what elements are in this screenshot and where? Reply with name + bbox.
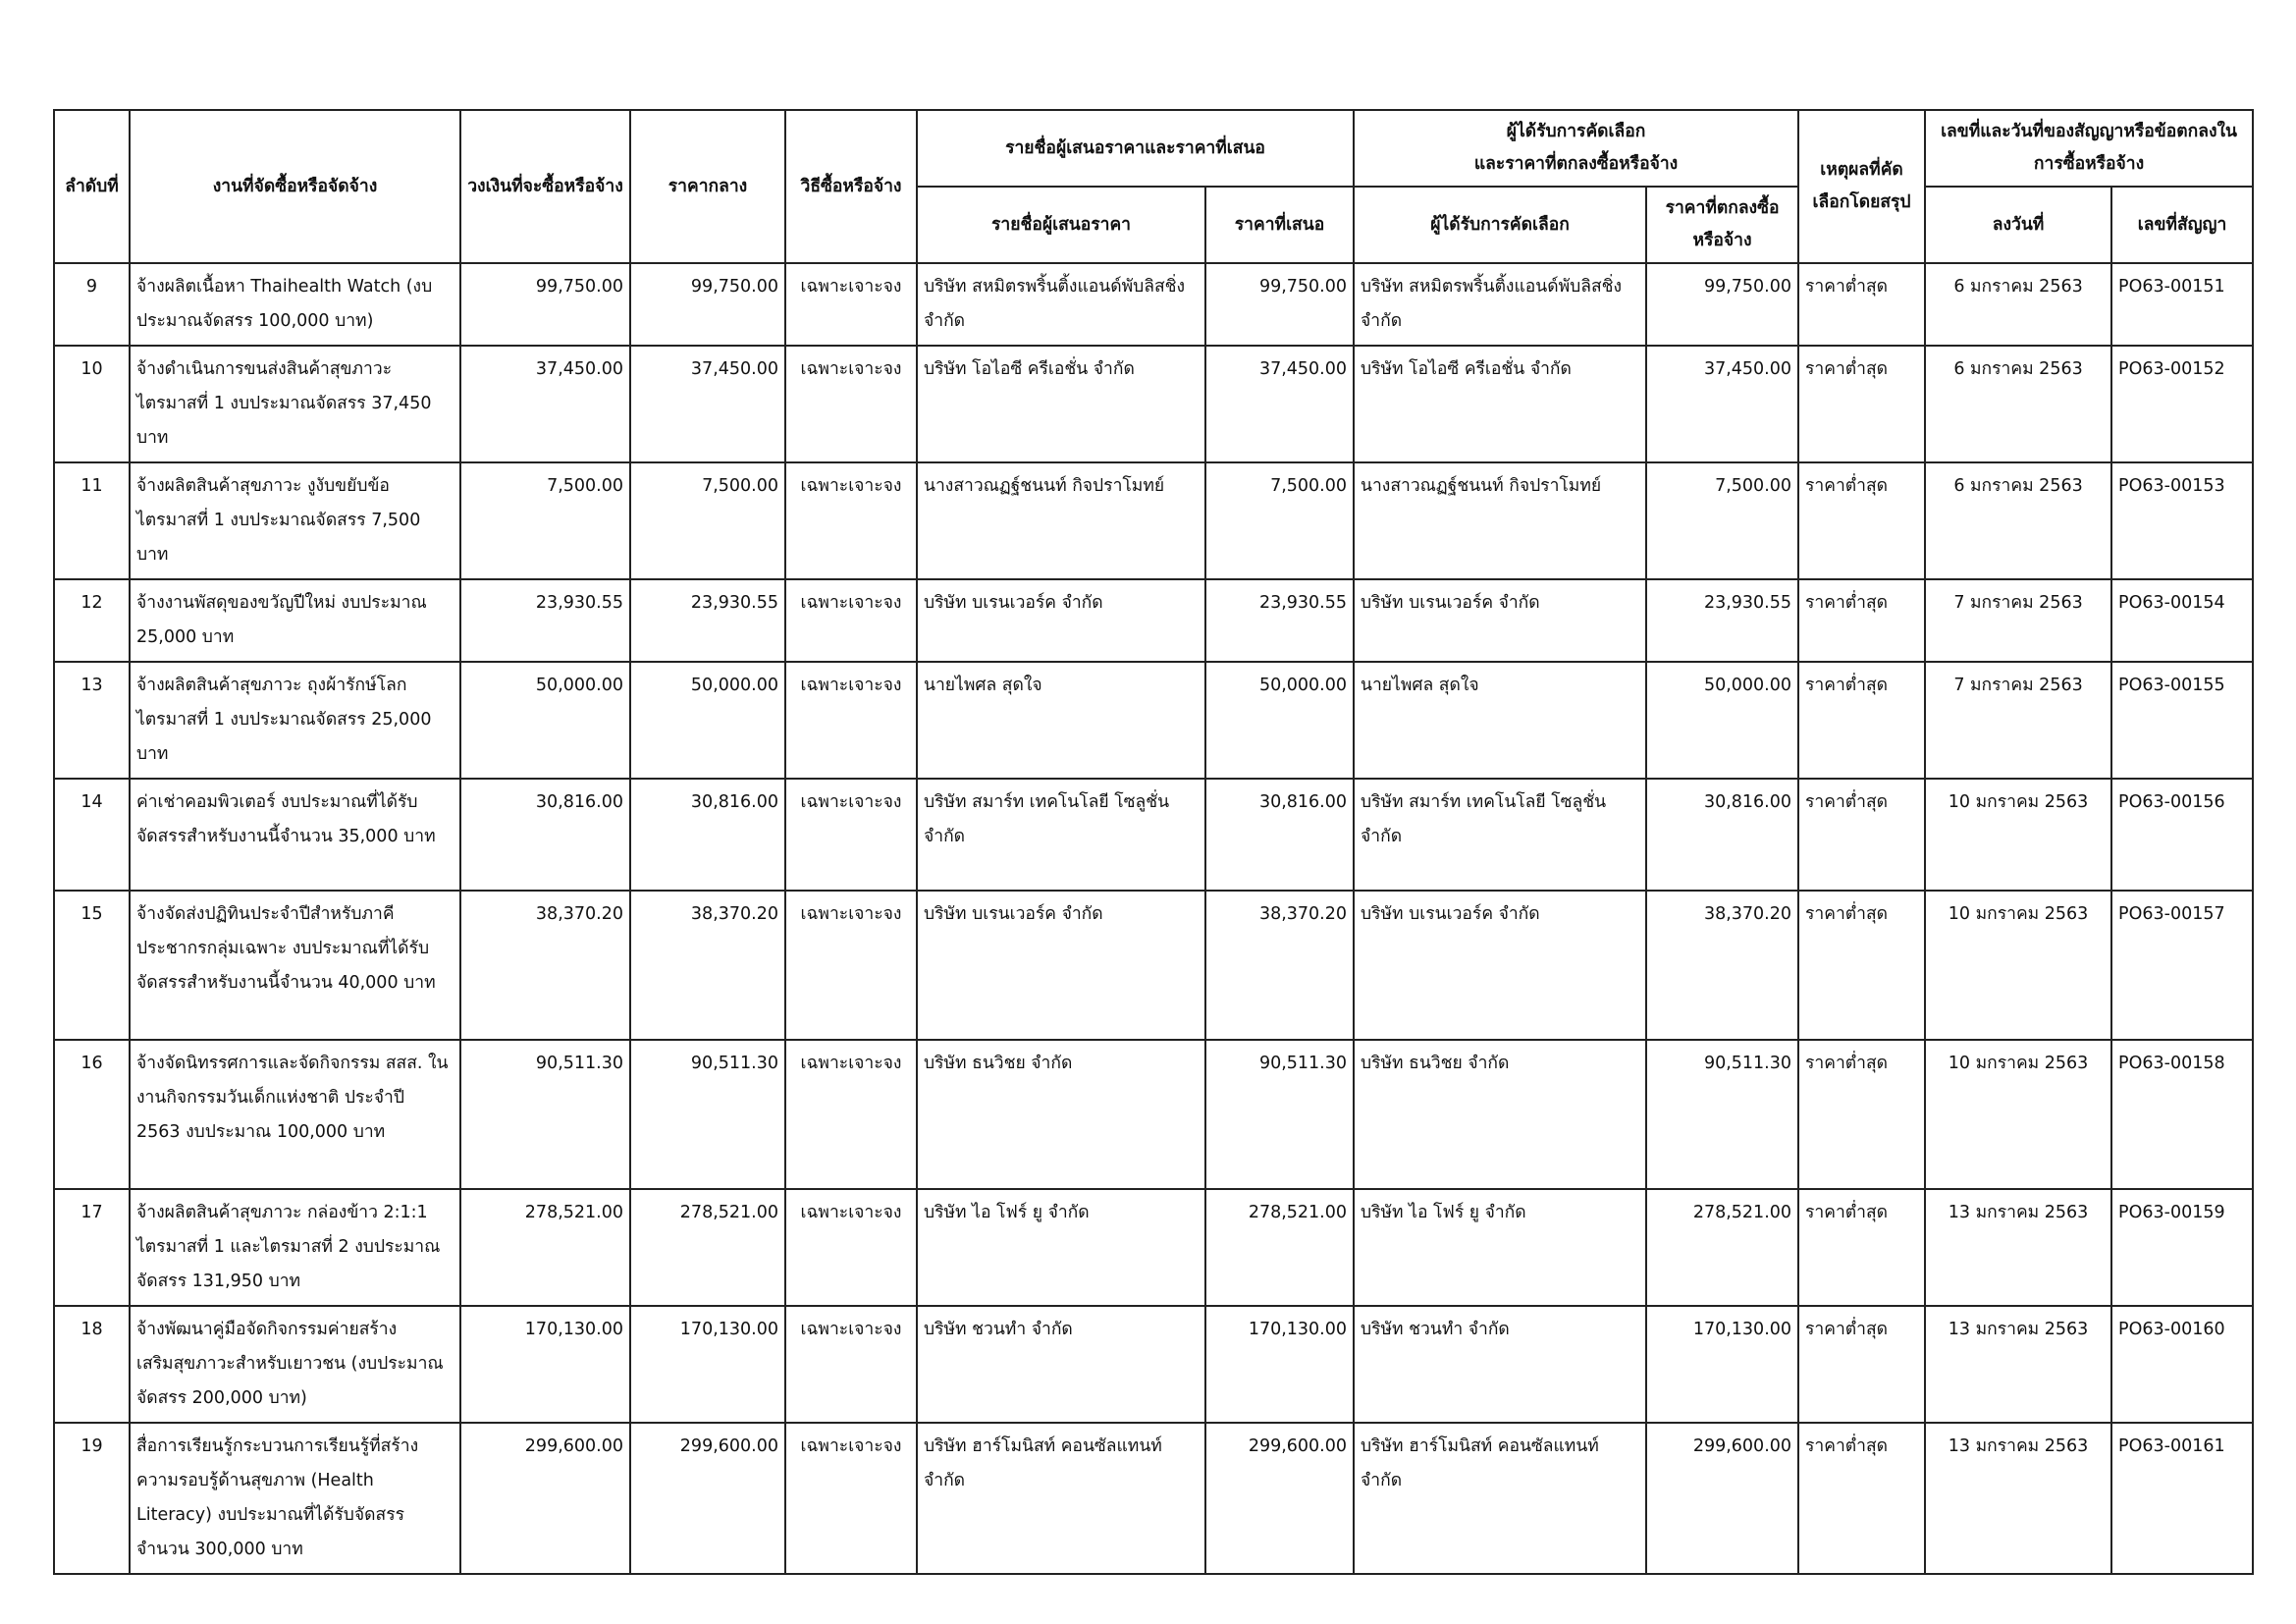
agreed-price: 99,750.00 bbox=[1646, 263, 1798, 346]
contract-number: PO63-00154 bbox=[2111, 579, 2253, 662]
agreed-price: 50,000.00 bbox=[1646, 662, 1798, 779]
table-row bbox=[54, 779, 2253, 891]
bidder-name: นายไพศล สุดใจ bbox=[917, 662, 1205, 779]
agreed-price: 90,511.30 bbox=[1646, 1040, 1798, 1189]
budget-amount: 299,600.00 bbox=[460, 1423, 630, 1574]
budget-amount: 50,000.00 bbox=[460, 662, 630, 779]
procurement-method: เฉพาะเจาะจง bbox=[785, 662, 917, 779]
job-description: จ้างจัดส่งปฏิทินประจำปีสำหรับภาคีประชากรกลุ่มเฉพาะ งบประมาณที่ได้รับจัดสรรสำหรับงานนี้จำนวน 40,000 บาท bbox=[130, 891, 460, 1040]
contract-number: PO63-00159 bbox=[2111, 1189, 2253, 1306]
procurement-method: เฉพาะเจาะจง bbox=[785, 346, 917, 462]
header-winner-name: ผู้ได้รับการคัดเลือก bbox=[1354, 187, 1646, 263]
table-row bbox=[54, 1189, 2253, 1306]
contract-number: PO63-00158 bbox=[2111, 1040, 2253, 1189]
job-description: จ้างจัดนิทรรศการและจัดกิจกรรม สสส. ในงานกิจกรรมวันเด็กแห่งชาติ ประจำปี 2563 งบประมาณ 100,000 บาท bbox=[130, 1040, 460, 1189]
median-price: 23,930.55 bbox=[630, 579, 785, 662]
median-price: 7,500.00 bbox=[630, 462, 785, 579]
row-number: 15 bbox=[54, 891, 130, 1040]
contract-date: 6 มกราคม 2563 bbox=[1925, 462, 2111, 579]
bid-price: 23,930.55 bbox=[1205, 579, 1354, 662]
header-winner-group bbox=[1354, 110, 1798, 187]
median-price: 30,816.00 bbox=[630, 779, 785, 891]
bid-price: 30,816.00 bbox=[1205, 779, 1354, 891]
header-job: งานที่จัดซื้อหรือจัดจ้าง bbox=[130, 110, 460, 263]
job-description: จ้างงานพัสดุของขวัญปีใหม่ งบประมาณ 25,000 บาท bbox=[130, 579, 460, 662]
header-date: ลงวันที่ bbox=[1925, 187, 2111, 263]
contract-number: PO63-00157 bbox=[2111, 891, 2253, 1040]
median-price: 38,370.20 bbox=[630, 891, 785, 1040]
selection-reason: ราคาต่ำสุด bbox=[1798, 462, 1925, 579]
table-row bbox=[54, 579, 2253, 662]
budget-amount: 170,130.00 bbox=[460, 1306, 630, 1423]
winner-name: นางสาวณฏฐ์ชนนท์ กิจปราโมทย์ bbox=[1354, 462, 1646, 579]
selection-reason: ราคาต่ำสุด bbox=[1798, 346, 1925, 462]
row-number: 10 bbox=[54, 346, 130, 462]
bidder-name: บริษัท บเรนเวอร์ค จำกัด bbox=[917, 579, 1205, 662]
header-method: วิธีซื้อหรือจ้าง bbox=[785, 110, 917, 263]
selection-reason: ราคาต่ำสุด bbox=[1798, 662, 1925, 779]
median-price: 299,600.00 bbox=[630, 1423, 785, 1574]
budget-amount: 30,816.00 bbox=[460, 779, 630, 891]
budget-amount: 90,511.30 bbox=[460, 1040, 630, 1189]
median-price: 37,450.00 bbox=[630, 346, 785, 462]
row-number: 11 bbox=[54, 462, 130, 579]
table-row bbox=[54, 1423, 2253, 1574]
median-price: 170,130.00 bbox=[630, 1306, 785, 1423]
header-bidder-name: รายชื่อผู้เสนอราคา bbox=[917, 187, 1205, 263]
bidder-name: บริษัท ชวนทำ จำกัด bbox=[917, 1306, 1205, 1423]
selection-reason: ราคาต่ำสุด bbox=[1798, 779, 1925, 891]
selection-reason: ราคาต่ำสุด bbox=[1798, 579, 1925, 662]
bidder-name: บริษัท ไอ โฟร์ ยู จำกัด bbox=[917, 1189, 1205, 1306]
contract-number: PO63-00155 bbox=[2111, 662, 2253, 779]
agreed-price: 37,450.00 bbox=[1646, 346, 1798, 462]
contract-number: PO63-00152 bbox=[2111, 346, 2253, 462]
header-winner-group-line1: ผู้ได้รับการคัดเลือก bbox=[1506, 122, 1646, 141]
contract-date: 10 มกราคม 2563 bbox=[1925, 891, 2111, 1040]
header-winner-group-line2: และราคาที่ตกลงซื้อหรือจ้าง bbox=[1473, 154, 1679, 174]
median-price: 50,000.00 bbox=[630, 662, 785, 779]
bid-price: 37,450.00 bbox=[1205, 346, 1354, 462]
table-body bbox=[54, 263, 2253, 1574]
selection-reason: ราคาต่ำสุด bbox=[1798, 1189, 1925, 1306]
bid-price: 278,521.00 bbox=[1205, 1189, 1354, 1306]
procurement-method: เฉพาะเจาะจง bbox=[785, 579, 917, 662]
job-description: จ้างผลิตสินค้าสุขภาวะ งูงับขยับข้อ ไตรมาสที่ 1 งบประมาณจัดสรร 7,500 บาท bbox=[130, 462, 460, 579]
row-number: 19 bbox=[54, 1423, 130, 1574]
bid-price: 299,600.00 bbox=[1205, 1423, 1354, 1574]
row-number: 9 bbox=[54, 263, 130, 346]
job-description: จ้างดำเนินการขนส่งสินค้าสุขภาวะ ไตรมาสที่ 1 งบประมาณจัดสรร 37,450 บาท bbox=[130, 346, 460, 462]
row-number: 14 bbox=[54, 779, 130, 891]
budget-amount: 23,930.55 bbox=[460, 579, 630, 662]
winner-name: บริษัท สหมิตรพริ้นติ้งแอนด์พับลิสชิ่ง จำกัด bbox=[1354, 263, 1646, 346]
bid-price: 7,500.00 bbox=[1205, 462, 1354, 579]
procurement-method: เฉพาะเจาะจง bbox=[785, 779, 917, 891]
job-description: ค่าเช่าคอมพิวเตอร์ งบประมาณที่ได้รับจัดสรรสำหรับงานนี้จำนวน 35,000 บาท bbox=[130, 779, 460, 891]
agreed-price: 170,130.00 bbox=[1646, 1306, 1798, 1423]
table-row bbox=[54, 263, 2253, 346]
bidder-name: นางสาวณฏฐ์ชนนท์ กิจปราโมทย์ bbox=[917, 462, 1205, 579]
bidder-name: บริษัท ธนวิชย จำกัด bbox=[917, 1040, 1205, 1189]
bidder-name: บริษัท สมาร์ท เทคโนโลยี โซลูชั่น จำกัด bbox=[917, 779, 1205, 891]
header-bidders-group: รายชื่อผู้เสนอราคาและราคาที่เสนอ bbox=[917, 110, 1354, 187]
contract-number: PO63-00160 bbox=[2111, 1306, 2253, 1423]
bidder-name: บริษัท ฮาร์โมนิสท์ คอนซัลแทนท์ จำกัด bbox=[917, 1423, 1205, 1574]
table-row bbox=[54, 346, 2253, 462]
agreed-price: 38,370.20 bbox=[1646, 891, 1798, 1040]
winner-name: นายไพศล สุดใจ bbox=[1354, 662, 1646, 779]
contract-date: 7 มกราคม 2563 bbox=[1925, 662, 2111, 779]
job-description: สื่อการเรียนรู้กระบวนการเรียนรู้ที่สร้างความรอบรู้ด้านสุขภาพ (Health Literacy) งบประมาณที่ได้รับจัดสรรจำนวน 300,000 บาท bbox=[130, 1423, 460, 1574]
winner-name: บริษัท สมาร์ท เทคโนโลยี โซลูชั่น จำกัด bbox=[1354, 779, 1646, 891]
contract-number: PO63-00156 bbox=[2111, 779, 2253, 891]
agreed-price: 299,600.00 bbox=[1646, 1423, 1798, 1574]
agreed-price: 23,930.55 bbox=[1646, 579, 1798, 662]
contract-date: 7 มกราคม 2563 bbox=[1925, 579, 2111, 662]
header-bid-price: ราคาที่เสนอ bbox=[1205, 187, 1354, 263]
bid-price: 90,511.30 bbox=[1205, 1040, 1354, 1189]
median-price: 278,521.00 bbox=[630, 1189, 785, 1306]
header-agreed-price: ราคาที่ตกลงซื้อหรือจ้าง bbox=[1646, 187, 1798, 263]
contract-date: 13 มกราคม 2563 bbox=[1925, 1189, 2111, 1306]
contract-date: 13 มกราคม 2563 bbox=[1925, 1306, 2111, 1423]
median-price: 99,750.00 bbox=[630, 263, 785, 346]
procurement-method: เฉพาะเจาะจง bbox=[785, 891, 917, 1040]
header-budget: วงเงินที่จะซื้อหรือจ้าง bbox=[460, 110, 630, 263]
procurement-method: เฉพาะเจาะจง bbox=[785, 1306, 917, 1423]
agreed-price: 30,816.00 bbox=[1646, 779, 1798, 891]
table-row bbox=[54, 462, 2253, 579]
contract-date: 13 มกราคม 2563 bbox=[1925, 1423, 2111, 1574]
job-description: จ้างพัฒนาคู่มือจัดกิจกรรมค่ายสร้างเสริมสุขภาวะสำหรับเยาวชน (งบประมาณจัดสรร 200,000 บาท) bbox=[130, 1306, 460, 1423]
table-row bbox=[54, 662, 2253, 779]
header-reason: เหตุผลที่คัดเลือกโดยสรุป bbox=[1798, 110, 1925, 263]
budget-amount: 37,450.00 bbox=[460, 346, 630, 462]
budget-amount: 99,750.00 bbox=[460, 263, 630, 346]
winner-name: บริษัท บเรนเวอร์ค จำกัด bbox=[1354, 579, 1646, 662]
bidder-name: บริษัท โอไอซี ครีเอชั่น จำกัด bbox=[917, 346, 1205, 462]
winner-name: บริษัท ชวนทำ จำกัด bbox=[1354, 1306, 1646, 1423]
selection-reason: ราคาต่ำสุด bbox=[1798, 263, 1925, 346]
selection-reason: ราคาต่ำสุด bbox=[1798, 891, 1925, 1040]
row-number: 13 bbox=[54, 662, 130, 779]
winner-name: บริษัท ธนวิชย จำกัด bbox=[1354, 1040, 1646, 1189]
header-median-price: ราคากลาง bbox=[630, 110, 785, 263]
table-row bbox=[54, 1306, 2253, 1423]
winner-name: บริษัท ฮาร์โมนิสท์ คอนซัลแทนท์ จำกัด bbox=[1354, 1423, 1646, 1574]
procurement-method: เฉพาะเจาะจง bbox=[785, 1423, 917, 1574]
row-number: 16 bbox=[54, 1040, 130, 1189]
budget-amount: 7,500.00 bbox=[460, 462, 630, 579]
agreed-price: 278,521.00 bbox=[1646, 1189, 1798, 1306]
procurement-method: เฉพาะเจาะจง bbox=[785, 1040, 917, 1189]
bid-price: 170,130.00 bbox=[1205, 1306, 1354, 1423]
winner-name: บริษัท โอไอซี ครีเอชั่น จำกัด bbox=[1354, 346, 1646, 462]
bid-price: 99,750.00 bbox=[1205, 263, 1354, 346]
table-row bbox=[54, 891, 2253, 1040]
winner-name: บริษัท ไอ โฟร์ ยู จำกัด bbox=[1354, 1189, 1646, 1306]
contract-date: 10 มกราคม 2563 bbox=[1925, 779, 2111, 891]
procurement-method: เฉพาะเจาะจง bbox=[785, 263, 917, 346]
job-description: จ้างผลิตเนื้อหา Thaihealth Watch (งบประมาณจัดสรร 100,000 บาท) bbox=[130, 263, 460, 346]
contract-number: PO63-00151 bbox=[2111, 263, 2253, 346]
row-number: 17 bbox=[54, 1189, 130, 1306]
bid-price: 38,370.20 bbox=[1205, 891, 1354, 1040]
header-contract-group: เลขที่และวันที่ของสัญญาหรือข้อตกลงในการซื้อหรือจ้าง bbox=[1925, 110, 2253, 187]
bid-price: 50,000.00 bbox=[1205, 662, 1354, 779]
contract-date: 10 มกราคม 2563 bbox=[1925, 1040, 2111, 1189]
agreed-price: 7,500.00 bbox=[1646, 462, 1798, 579]
procurement-method: เฉพาะเจาะจง bbox=[785, 462, 917, 579]
selection-reason: ราคาต่ำสุด bbox=[1798, 1423, 1925, 1574]
selection-reason: ราคาต่ำสุด bbox=[1798, 1306, 1925, 1423]
procurement-method: เฉพาะเจาะจง bbox=[785, 1189, 917, 1306]
bidder-name: บริษัท สหมิตรพริ้นติ้งแอนด์พับลิสชิ่ง จำกัด bbox=[917, 263, 1205, 346]
winner-name: บริษัท บเรนเวอร์ค จำกัด bbox=[1354, 891, 1646, 1040]
median-price: 90,511.30 bbox=[630, 1040, 785, 1189]
contract-number: PO63-00161 bbox=[2111, 1423, 2253, 1574]
contract-date: 6 มกราคม 2563 bbox=[1925, 263, 2111, 346]
row-number: 18 bbox=[54, 1306, 130, 1423]
contract-date: 6 มกราคม 2563 bbox=[1925, 346, 2111, 462]
selection-reason: ราคาต่ำสุด bbox=[1798, 1040, 1925, 1189]
budget-amount: 38,370.20 bbox=[460, 891, 630, 1040]
header-contract-no: เลขที่สัญญา bbox=[2111, 187, 2253, 263]
row-number: 12 bbox=[54, 579, 130, 662]
header-no: ลำดับที่ bbox=[54, 110, 130, 263]
bidder-name: บริษัท บเรนเวอร์ค จำกัด bbox=[917, 891, 1205, 1040]
procurement-table bbox=[53, 109, 2254, 1575]
job-description: จ้างผลิตสินค้าสุขภาวะ ถุงผ้ารักษ์โลก ไตรมาสที่ 1 งบประมาณจัดสรร 25,000 บาท bbox=[130, 662, 460, 779]
table-row bbox=[54, 1040, 2253, 1189]
job-description: จ้างผลิตสินค้าสุขภาวะ กล่องข้าว 2:1:1 ไตรมาสที่ 1 และไตรมาสที่ 2 งบประมาณจัดสรร 131,950 บาท bbox=[130, 1189, 460, 1306]
budget-amount: 278,521.00 bbox=[460, 1189, 630, 1306]
contract-number: PO63-00153 bbox=[2111, 462, 2253, 579]
